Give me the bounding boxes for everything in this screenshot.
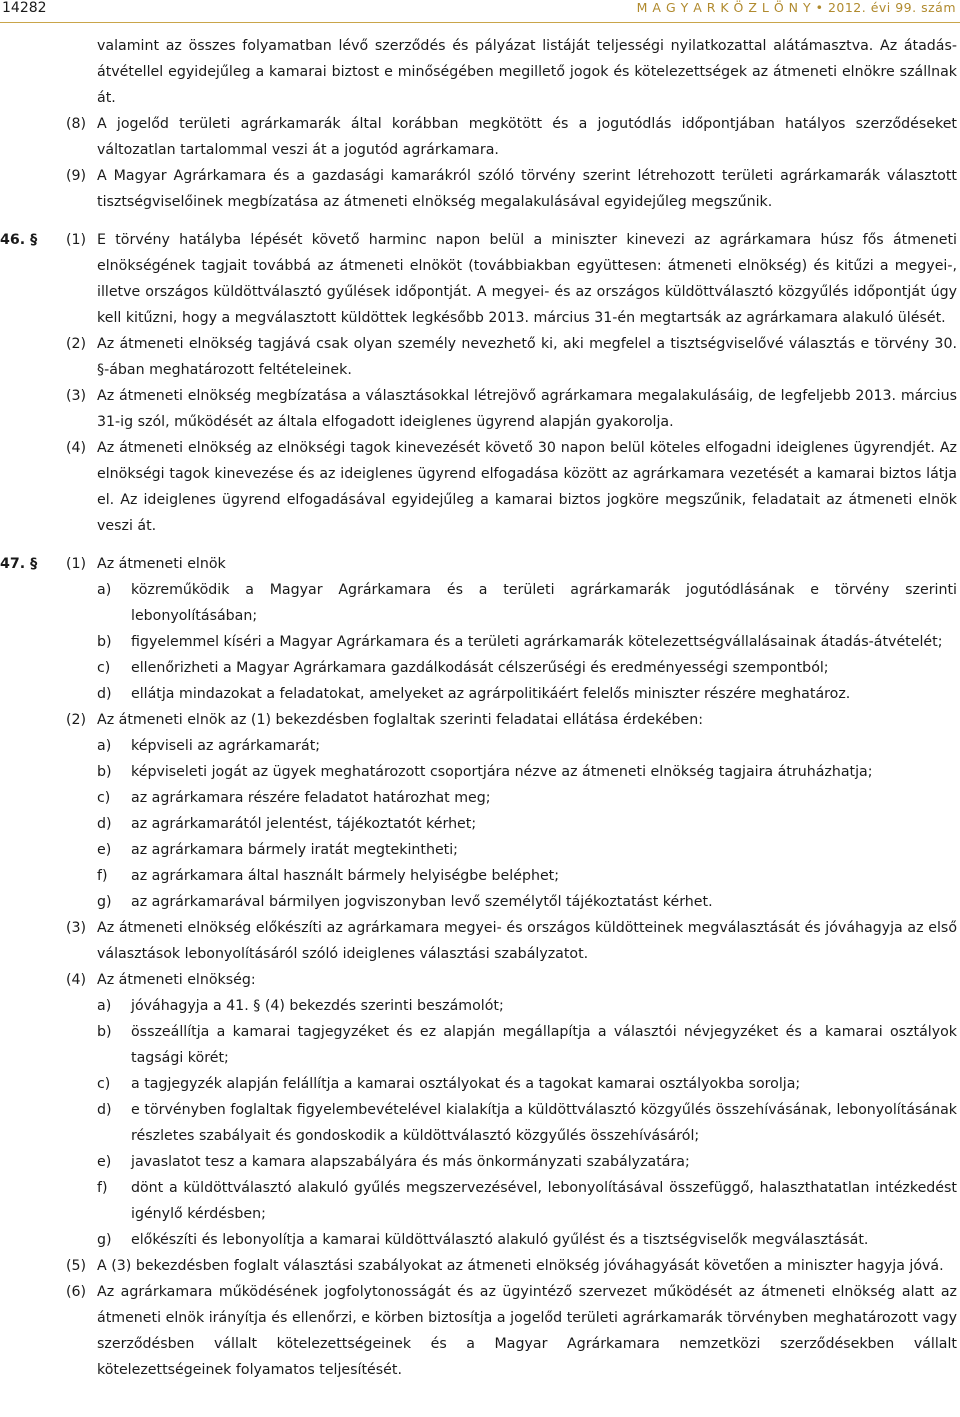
- item-letter: d): [97, 686, 112, 702]
- item-letter: a): [97, 582, 112, 598]
- item-text: képviseli az agrárkamarát;: [131, 738, 321, 754]
- section-47-paragraph-2: [66, 707, 957, 733]
- paragraph-text: A jogelőd területi agrárkamarák által korábban megkötött és a jogutódlás időpontjában hatályos szerződéseket változatlan tartalommal veszi át a jogutód agrárkamara.: [97, 116, 957, 158]
- item-letter: d): [97, 1102, 112, 1118]
- item-text: az agrárkamara által használt bármely helyiségbe beléphet;: [131, 868, 560, 884]
- paragraph-text: E törvény hatályba lépését követő harminc napon belül a miniszter kinevezi az agrárkamara húsz fős átmeneti elnökségének tagjait továbbá az átmeneti elnököt (továbbiakban együttesen: átmeneti elnökség) és kitűzi a megyei-, illetve országos küldöttválasztó gyűlések időpontját. A megyei- és az országos küldöttválasztó közgyűlés időpontját úgy kell kitűzni, hogy a megválasztott küldöttek legkésőbb 2013. március 31-én megtartsák az agrárkamara alakuló ülését.: [97, 232, 957, 326]
- item-text: az agrárkamarától jelentést, tájékoztatót kérhet;: [131, 816, 477, 832]
- item-text: előkészíti és lebonyolítja a kamarai küldöttválasztó alakuló gyűlést és a tisztségviselők megválasztását.: [131, 1232, 869, 1248]
- paragraph-number: (3): [66, 388, 87, 404]
- item-text: jóváhagyja a 41. § (4) bekezdés szerinti beszámolót;: [131, 998, 504, 1014]
- paragraph-number: (1): [66, 232, 87, 248]
- section-47-paragraph-4: [66, 967, 957, 993]
- item-letter: g): [97, 894, 112, 910]
- document-body: [0, 33, 960, 1383]
- list-item: [97, 1149, 957, 1175]
- item-text: képviseleti jogát az ügyek meghatározott csoportjára nézve az átmeneti elnökség tagjaira átruházhatja;: [131, 764, 873, 780]
- item-letter: c): [97, 790, 111, 806]
- item-text: közreműködik a Magyar Agrárkamara és a területi agrárkamarák jogutódlásának e törvény szerinti lebonyolításában;: [131, 582, 957, 624]
- item-letter: d): [97, 816, 112, 832]
- section-47-paragraph-3: [66, 915, 957, 967]
- list-item: [97, 1175, 957, 1227]
- paragraph-number: (3): [66, 920, 87, 936]
- section-number: 46. §: [0, 232, 38, 248]
- item-letter: b): [97, 764, 112, 780]
- paragraph-number: (8): [66, 116, 87, 132]
- paragraph-number: (2): [66, 712, 87, 728]
- item-letter: f): [97, 868, 108, 884]
- list-item: [97, 1227, 957, 1253]
- paragraph-number: (6): [66, 1284, 87, 1300]
- list-item: [97, 733, 957, 759]
- paragraph-number: (4): [66, 972, 87, 988]
- section-46: [0, 227, 960, 539]
- section-47-paragraph-6: [66, 1279, 957, 1383]
- paragraph-number: (5): [66, 1258, 87, 1274]
- list-item: [97, 681, 957, 707]
- list-item: [97, 1097, 957, 1149]
- paragraph-number: (2): [66, 336, 87, 352]
- list-item: [97, 577, 957, 629]
- paragraph-number: (4): [66, 440, 87, 456]
- item-text: figyelemmel kíséri a Magyar Agrárkamara és a területi agrárkamarák kötelezettségvállalásainak átadás-átvételét;: [131, 634, 943, 650]
- item-text: az agrárkamarával bármilyen jogviszonyban levő személytől tájékoztatást kérhet.: [131, 894, 713, 910]
- item-text: ellenőrizheti a Magyar Agrárkamara gazdálkodását célszerűségi és eredményességi szempontból;: [131, 660, 829, 676]
- section-47-paragraph-1: [66, 551, 957, 577]
- item-letter: a): [97, 998, 112, 1014]
- section-46-paragraph-1: [66, 227, 957, 331]
- paragraph-text: Az átmeneti elnökség az elnökségi tagok kinevezését követő 30 napon belül köteles elfogadni ideiglenes ügyrendjét. Az elnökségi tagok kinevezése és az ideiglenes ügyrend elfogadása között az agrárkamara vezetését a kamarai biztos látja el. Az ideiglenes ügyrend elfogadásával egyidejűleg a kamarai biztos jogköre megszűnik, feladatait az átmeneti elnök veszi át.: [97, 440, 957, 534]
- publication-title: M A G Y A R K Ö Z L Ö N Y • 2012. évi 99. szám: [636, 0, 956, 15]
- list-item: [97, 811, 957, 837]
- paragraph-text: Az átmeneti elnök: [97, 556, 226, 572]
- paragraph-text: Az átmeneti elnökség:: [97, 972, 256, 988]
- paragraph-number: (9): [66, 168, 87, 184]
- paragraph-9: [66, 163, 957, 215]
- list-item: [97, 993, 957, 1019]
- item-text: az agrárkamara bármely iratát megtekintheti;: [131, 842, 458, 858]
- item-text: összeállítja a kamarai tagjegyzéket és ez alapján megállapítja a választói névjegyzéket és a kamarai osztályok tagsági körét;: [131, 1024, 957, 1066]
- section-46-paragraph-2: [66, 331, 957, 383]
- list-item: [97, 759, 957, 785]
- list-item: [97, 785, 957, 811]
- paragraph-text: Az átmeneti elnökség megbízatása a választásokkal létrejövő agrárkamara megalakulásáig, de legfeljebb 2013. március 31-ig szól, működését az általa elfogadott ideiglenes ügyrend alapján gyakorolja.: [97, 388, 957, 430]
- paragraph-text: Az agrárkamara működésének jogfolytonosságát és az ügyintéző szervezet működését az átmeneti elnökség alatt az átmeneti elnök irányítja és ellenőrzi, e körben biztosítja a jogelőd területi agrárkamarák törvényben meghatározott vagy szerződésben vállalt kötelezettségeinek és a Magyar Agrárkamara nemzetközi szerződésekben vállalt kötelezettségeinek folyamatos teljesítését.: [97, 1284, 957, 1378]
- item-letter: b): [97, 634, 112, 650]
- list-item: [97, 837, 957, 863]
- list-item: [97, 629, 957, 655]
- item-letter: a): [97, 738, 112, 754]
- section-47: [0, 551, 960, 1383]
- item-letter: e): [97, 1154, 112, 1170]
- item-letter: e): [97, 842, 112, 858]
- header-rule: [0, 22, 960, 23]
- paragraph-text: A (3) bekezdésben foglalt választási szabályokat az átmeneti elnökség jóváhagyását követően a miniszter hagyja jóvá.: [97, 1258, 944, 1274]
- list-item: [97, 1071, 957, 1097]
- item-text: az agrárkamara részére feladatot határozhat meg;: [131, 790, 491, 806]
- item-text: ellátja mindazokat a feladatokat, amelyeket az agrárpolitikáért felelős miniszter részére meghatároz.: [131, 686, 851, 702]
- list-item: [97, 889, 957, 915]
- paragraph-8: [66, 111, 957, 163]
- paragraph-text: A Magyar Agrárkamara és a gazdasági kamarákról szóló törvény szerint létrehozott területi agrárkamarák választott tisztségviselőinek megbízatása az átmeneti elnökség megalakulásával egyidejűleg megszűnik.: [97, 168, 957, 210]
- section-47-paragraph-5: [66, 1253, 957, 1279]
- paragraph-text: Az átmeneti elnök az (1) bekezdésben foglaltak szerinti feladatai ellátása érdekében:: [97, 712, 704, 728]
- page-header: [0, 0, 960, 20]
- item-letter: c): [97, 660, 111, 676]
- section-number: 47. §: [0, 556, 38, 572]
- list-item: [97, 863, 957, 889]
- item-letter: f): [97, 1180, 108, 1196]
- intro-paragraph: valamint az összes folyamatban lévő szerződés és pályázat listáját teljességi nyilatkozattal alátámasztva. Az átadás-átvétellel egyidejűleg a kamarai biztost e minőségében megillető jogok és kötelezettségek az átmeneti elnökre szállnak át.: [97, 38, 957, 106]
- item-text: dönt a küldöttválasztó alakuló gyűlés megszervezésével, lebonyolításával összefüggő, halaszthatatlan intézkedést igénylő kérdésben;: [131, 1180, 957, 1222]
- item-text: e törvényben foglaltak figyelembevételével kialakítja a küldöttválasztó közgyűlés összehívásának, lebonyolításának részletes szabályait és gondoskodik a küldöttválasztó közgyűlés összehívásáról;: [131, 1102, 957, 1144]
- page-number: 14282: [2, 0, 47, 16]
- item-text: a tagjegyzék alapján felállítja a kamarai osztályokat és a tagokat kamarai osztályokba sorolja;: [131, 1076, 801, 1092]
- item-letter: g): [97, 1232, 112, 1248]
- paragraph-text: Az átmeneti elnökség tagjává csak olyan személy nevezhető ki, aki megfelel a tisztségviselővé választás e törvény 30. §-ában meghatározott feltételeinek.: [97, 336, 957, 378]
- section-46-paragraph-3: [66, 383, 957, 435]
- list-item: [97, 1019, 957, 1071]
- paragraph-number: (1): [66, 556, 87, 572]
- list-item: [97, 655, 957, 681]
- paragraph-text: Az átmeneti elnökség előkészíti az agrárkamara megyei- és országos küldötteinek megválasztását és jóváhagyja az első választások lebonyolításáról szóló ideiglenes választási szabályzatot.: [97, 920, 957, 962]
- item-letter: b): [97, 1024, 112, 1040]
- section-46-paragraph-4: [66, 435, 957, 539]
- item-text: javaslatot tesz a kamara alapszabályára és más önkormányzati szabályzatára;: [131, 1154, 690, 1170]
- item-letter: c): [97, 1076, 111, 1092]
